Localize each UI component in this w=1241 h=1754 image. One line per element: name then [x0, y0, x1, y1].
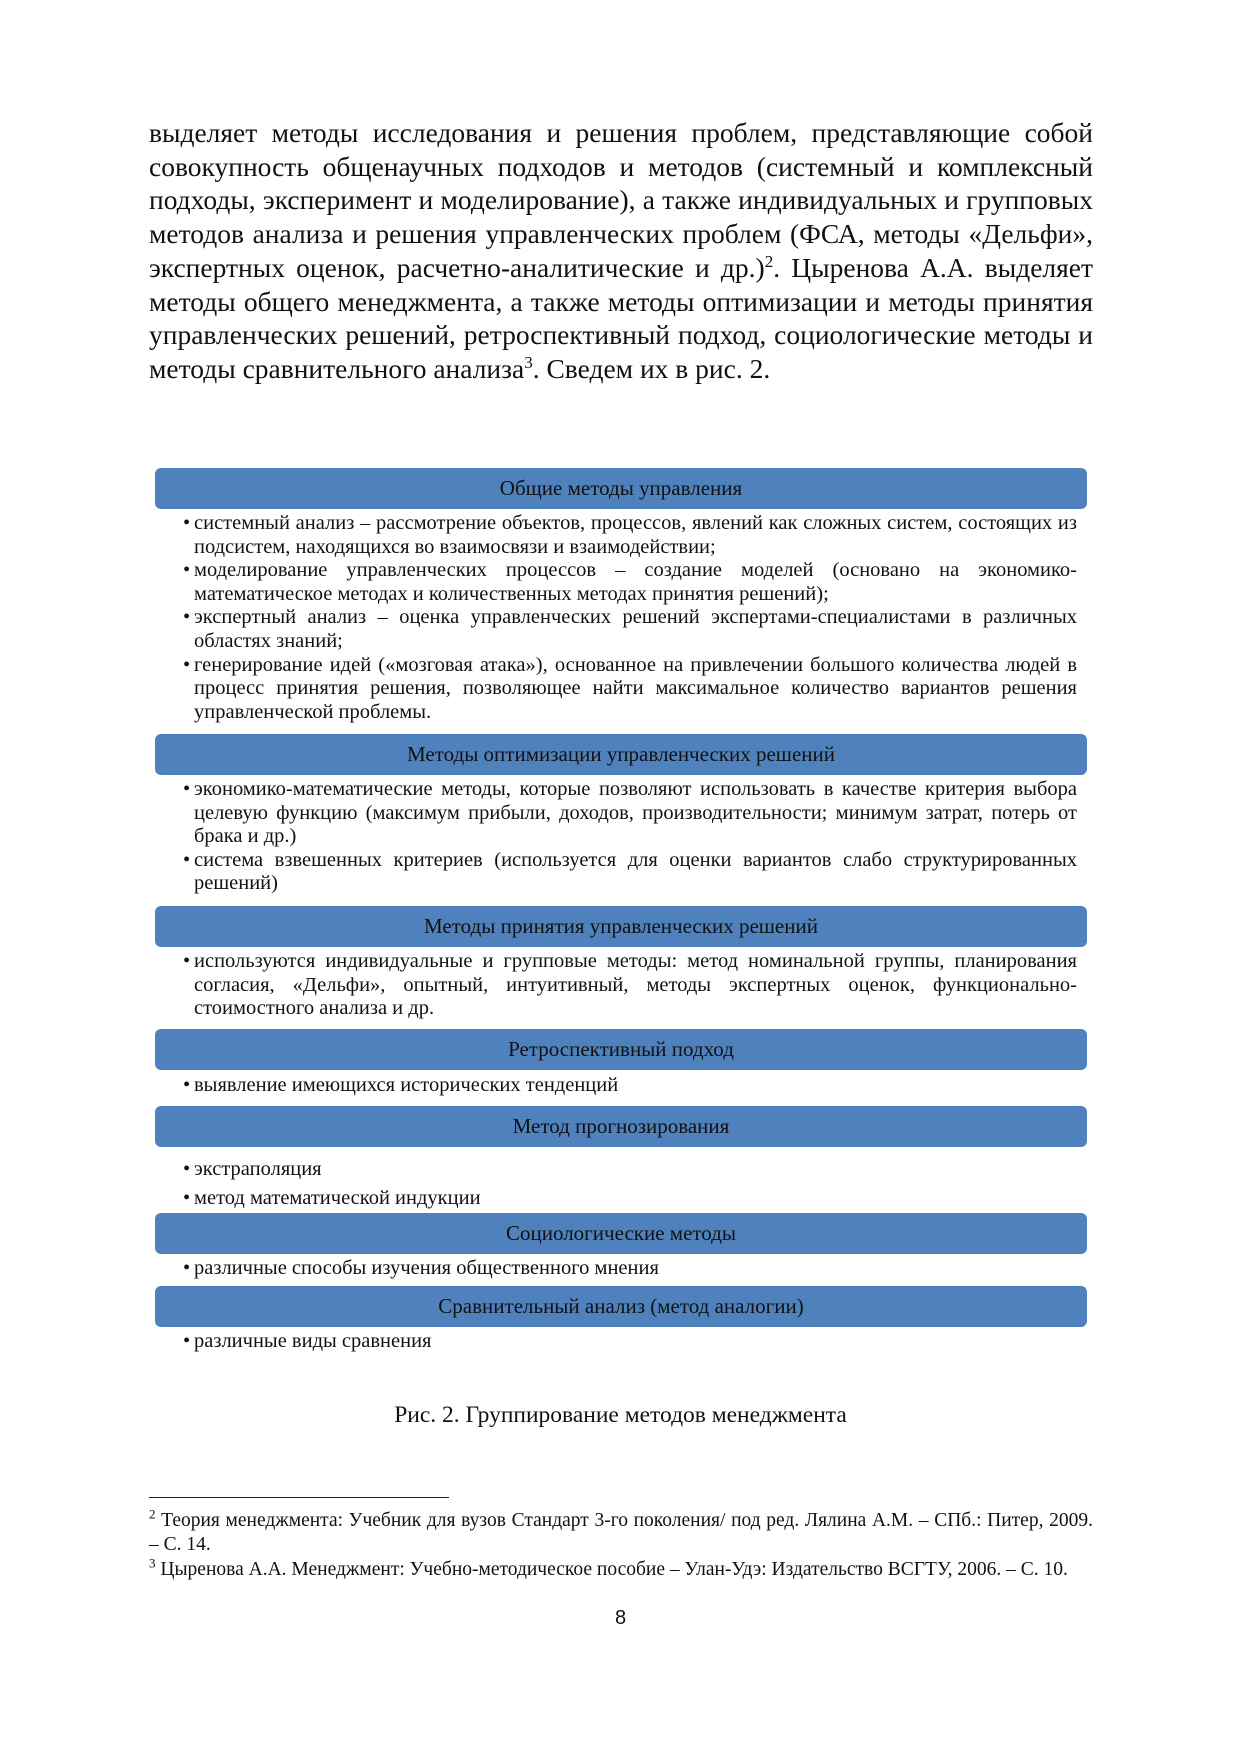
- bullet-icon: •: [183, 848, 191, 871]
- section-header: Социологические методы: [155, 1213, 1087, 1254]
- bullet-icon: •: [183, 1330, 191, 1352]
- section-items: [183, 950, 1077, 1021]
- list-item: • система взвешенных критериев (используется для оценки вариантов слабо структурированных решений): [183, 848, 1077, 895]
- list-item: • моделирование управленческих процессов – создание моделей (основано на экономико-математическое методах и количественных методах принятия решений);: [183, 559, 1077, 605]
- footnote-2: [149, 1506, 1093, 1557]
- section-items: [183, 1330, 1077, 1354]
- figure-caption: Рис. 2. Группирование методов менеджмента: [394, 1402, 847, 1428]
- bullet-icon: •: [183, 512, 191, 534]
- footnote-ref-3[interactable]: 3: [524, 352, 533, 372]
- bullet-icon: •: [183, 653, 191, 676]
- section-header: Сравнительный анализ (метод аналогии): [155, 1286, 1087, 1327]
- bullet-icon: •: [183, 1158, 191, 1180]
- section-header: Методы оптимизации управленческих решений: [155, 734, 1087, 775]
- bullet-icon: •: [183, 1186, 191, 1209]
- list-item: • метод математической индукции: [183, 1186, 481, 1209]
- section-header: Ретроспективный подход: [155, 1029, 1087, 1070]
- footnote-number: 2: [149, 1506, 156, 1522]
- paragraph-text-1: выделяет методы исследования и решения проблем, представляющие собой совокупность общенаучных подходов и методов (системный и комплексный подходы, эксперимент и моделирование), а также индивидуальных и групповых методов анализа и решения управленческих проблем (ФСА, методы «Дельфи», экспертных оценок, расчетно-аналитические и др.): [149, 117, 1093, 283]
- bullet-icon: •: [183, 559, 191, 582]
- footnote-ref-2[interactable]: 2: [764, 251, 774, 271]
- paragraph-text-2: . Цыренова А.А. выделяет методы общего менеджмента, а также методы оптимизации и методы принятия управленческих решений, ретроспективный подход, социологические методы и методы сравнительного анализа: [149, 251, 1093, 384]
- list-item: • экономико-математические методы, которые позволяют использовать в качестве критерия выбора целевую функцию (максимум прибыли, доходов, производительности; минимум затрат, потерь от брака и др.): [183, 778, 1077, 848]
- body-paragraph: [149, 116, 1093, 386]
- bullet-icon: •: [183, 1257, 191, 1279]
- section-items: [183, 1257, 1077, 1281]
- bullet-icon: •: [183, 606, 191, 629]
- list-item: • генерирование идей («мозговая атака»), основанное на привлечении большого количества людей в процесс принятия решения, позволяющее найти максимальное количество вариантов решения управленческой проблемы.: [183, 653, 1077, 723]
- section-header: Метод прогнозирования: [155, 1106, 1087, 1147]
- list-item: • различные виды сравнения: [183, 1330, 432, 1352]
- list-item: • экспертный анализ – оценка управленческих решений экспертами-специалистами в различных областях знаний;: [183, 606, 1077, 652]
- list-item: • системный анализ – рассмотрение объектов, процессов, явлений как сложных систем, состоящих из подсистем, находящихся во взаимосвязи и взаимодействии;: [183, 512, 1077, 558]
- bullet-icon: •: [183, 778, 191, 800]
- bullet-icon: •: [183, 1074, 191, 1096]
- section-header: Общие методы управления: [155, 468, 1087, 509]
- list-item: • экстраполяция: [183, 1158, 322, 1180]
- page-number: 8: [614, 1607, 627, 1629]
- bullet-icon: •: [183, 950, 191, 972]
- section-items: [183, 1158, 1077, 1210]
- footnote-separator: [149, 1497, 449, 1498]
- footnote-3: [149, 1555, 1093, 1582]
- footnote-text: Цыренова А.А. Менеджмент: Учебно-методическое пособие – Улан-Удэ: Издательство ВСГТУ, 2006. – С. 10.: [155, 1559, 1068, 1580]
- list-item: • используются индивидуальные и групповые методы: метод номинальной группы, планирования согласия, «Дельфи», опытный, интуитивный, методы экспертных оценок, функционально-стоимостного анализа и др.: [183, 950, 1077, 1020]
- list-item: • различные способы изучения общественного мнения: [183, 1257, 659, 1279]
- section-items: [183, 1074, 1077, 1098]
- section-items: [183, 512, 1077, 724]
- paragraph-text-3: . Сведем их в рис. 2.: [532, 352, 771, 384]
- list-item: • выявление имеющихся исторических тенденций: [183, 1074, 619, 1096]
- section-items: [183, 778, 1077, 896]
- footnote-text: Теория менеджмента: Учебник для вузов Стандарт 3-го поколения/ под ред. Лялина А.М. – СПб.: Питер, 2009. – С. 14.: [149, 1510, 1093, 1555]
- footnote-number: 3: [149, 1555, 156, 1571]
- section-header: Методы принятия управленческих решений: [155, 906, 1087, 947]
